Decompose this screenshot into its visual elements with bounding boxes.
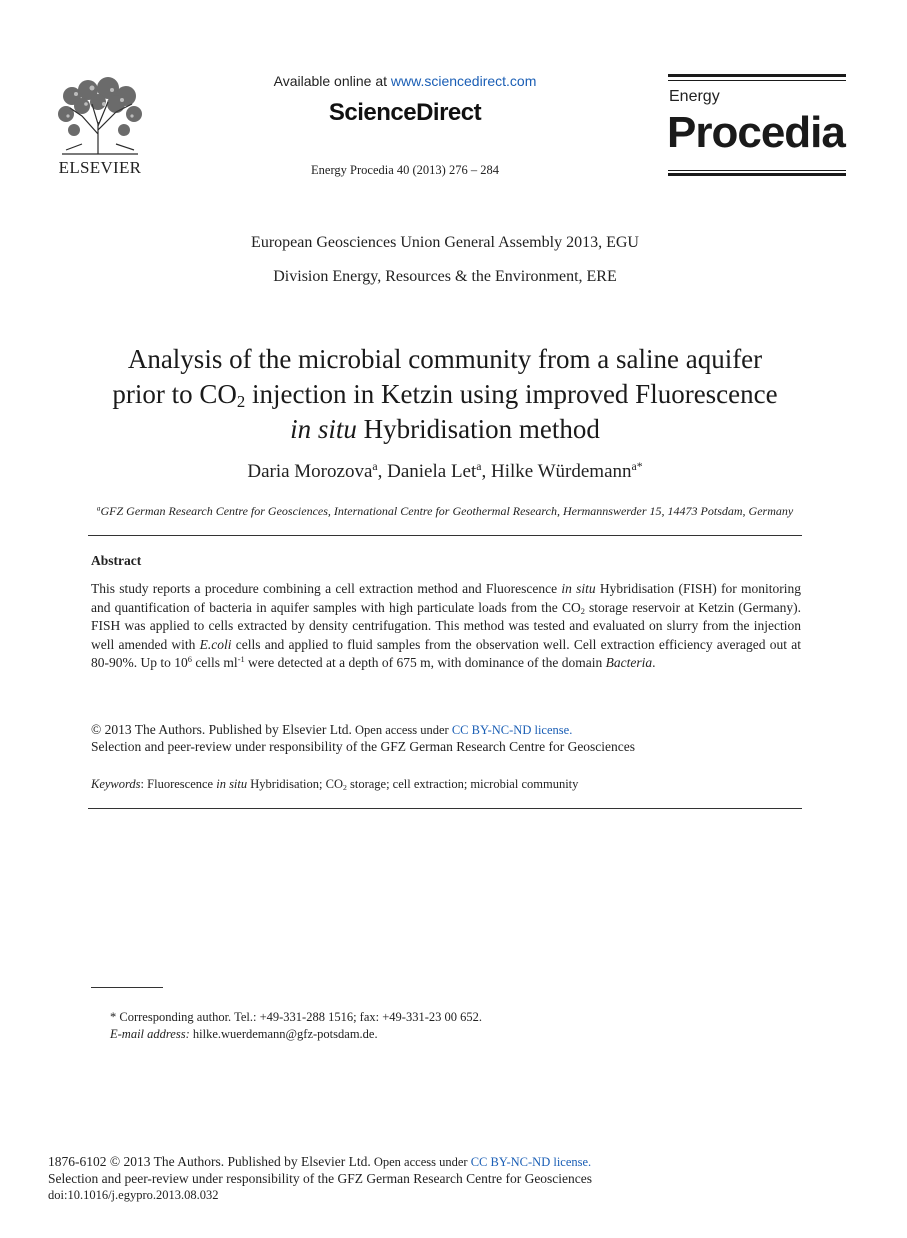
corresponding-mark: * (636, 459, 643, 473)
procedia-wordmark: Procedia (667, 108, 845, 157)
energy-wordmark: Energy (669, 88, 720, 105)
paper-title (60, 342, 830, 447)
availability-line (240, 73, 570, 89)
bottom-peer-review-line: Selection and peer-review under responsibility of the GFZ German Research Centre for Geosciences (48, 1171, 593, 1186)
keywords-line (91, 777, 578, 792)
issn-copyright-line (48, 1154, 591, 1170)
logo-rule-bottom-thin (668, 170, 846, 171)
abstract-superscript: 6 (187, 654, 192, 664)
abstract-superscript: -1 (237, 654, 245, 664)
affiliation-marker: a (96, 503, 101, 513)
author-separator: , (481, 461, 491, 482)
title-line-2b: injection in Ketzin using improved Fluorescence (245, 379, 778, 409)
author-2-affil: a (476, 459, 482, 473)
peer-review-line: Selection and peer-review under responsibility of the GFZ German Research Centre for Geosciences (91, 739, 636, 754)
author-1-affil: a (372, 459, 378, 473)
abstract-seg: storage reservoir at Ketzin (Germany). FISH was applied to cells extracted by density centrifugation. This method was tested and evaluated on slurry from the injection well amended with (91, 599, 801, 652)
copyright-line (91, 722, 572, 738)
corresponding-author-note: * Corresponding author. Tel.: +49-331-288 1516; fax: +49-331-23 00 652. (110, 1010, 482, 1024)
title-subscript: 2 (236, 392, 246, 412)
conference-line-2: Division Energy, Resources & the Environment, ERE (273, 268, 617, 285)
abstract-heading: Abstract (91, 553, 142, 568)
author-3: Hilke Würdemann (491, 461, 632, 482)
abstract-seg: . (652, 655, 656, 670)
abstract-italic: in situ (561, 581, 596, 596)
author-2: Daniela Let (387, 461, 477, 482)
sciencedirect-wordmark: ScienceDirect (328, 99, 482, 126)
keywords-seg: : Fluorescence (140, 777, 217, 791)
keywords-italic: in situ (216, 777, 248, 791)
energy-procedia-logo (668, 74, 846, 178)
sciencedirect-link[interactable]: www.sciencedirect.com (390, 73, 537, 89)
keywords-label: Keywords (91, 777, 141, 791)
title-line-2a: prior to CO (112, 379, 237, 409)
abstract-subscript: 2 (580, 606, 585, 616)
abstract-italic: E.coli (199, 636, 232, 652)
affiliation (90, 502, 800, 520)
issn-copyright-text: 1876-6102 © 2013 The Authors. Published by Elsevier Ltd. (48, 1154, 371, 1169)
author-list (60, 461, 830, 483)
keywords-subscript: 2 (342, 782, 347, 792)
email-address[interactable]: hilke.wuerdemann@gfz-potsdam.de. (189, 1027, 378, 1041)
logo-rule-bottom-thick (668, 173, 846, 176)
author-3-affil-letter: a (631, 459, 637, 473)
availability-prefix: Available online at (273, 73, 391, 89)
conference-line-1: European Geosciences Union General Assembly 2013, EGU (251, 234, 639, 251)
author-1: Daria Morozova (247, 461, 373, 482)
abstract-seg: This study reports a procedure combining a cell extraction method and Fluorescence (91, 581, 562, 596)
license-link[interactable]: CC BY-NC-ND license. (470, 1155, 592, 1169)
footnote-rule (91, 987, 163, 988)
doi-line[interactable]: doi:10.1016/j.egypro.2013.08.032 (48, 1188, 219, 1202)
license-link[interactable]: CC BY-NC-ND license. (451, 723, 573, 737)
keywords-seg: Hybridisation; CO (247, 777, 343, 791)
keywords-seg: storage; cell extraction; microbial community (346, 777, 579, 791)
abstract-seg: Hybridisation (FISH) for monitoring and quantification of bacteria in aquifer samples with high particulate loads from the CO (91, 581, 801, 615)
title-line-1: Analysis of the microbial community from a saline aquifer (127, 344, 763, 374)
abstract-bottom-rule (88, 808, 802, 809)
email-note (110, 1027, 378, 1042)
author-3-affil (632, 460, 643, 473)
abstract-top-rule (88, 535, 802, 536)
open-access-prefix: Open access under (351, 723, 452, 737)
open-access-prefix: Open access under (370, 1155, 471, 1169)
author-separator: , (377, 461, 388, 482)
journal-citation: Energy Procedia 40 (2013) 276 – 284 (311, 163, 499, 177)
logo-rule-top-thick (668, 74, 846, 77)
abstract-italic: Bacteria (605, 655, 653, 670)
affiliation-text: GFZ German Research Centre for Geosciences, International Centre for Geothermal Research, Hermannswerder 15, 14473 Potsdam, Germany (100, 504, 794, 518)
logo-rule-top-thin (668, 80, 846, 81)
email-label: E-mail address: (110, 1027, 190, 1041)
abstract-seg: cells and applied to fluid samples from the observation well. Cell extraction efficiency averaged out at 80-90%. Up to 10 (91, 636, 801, 670)
title-italic: in situ (290, 414, 357, 444)
copyright-text: © 2013 The Authors. Published by Elsevier Ltd. (91, 722, 352, 737)
abstract-text (91, 580, 801, 673)
abstract-seg: cells ml (191, 655, 238, 670)
title-line-3: Hybridisation method (356, 414, 600, 444)
abstract-seg: were detected at a depth of 675 m, with dominance of the domain (244, 655, 606, 670)
elsevier-wordmark: ELSEVIER (58, 158, 142, 177)
